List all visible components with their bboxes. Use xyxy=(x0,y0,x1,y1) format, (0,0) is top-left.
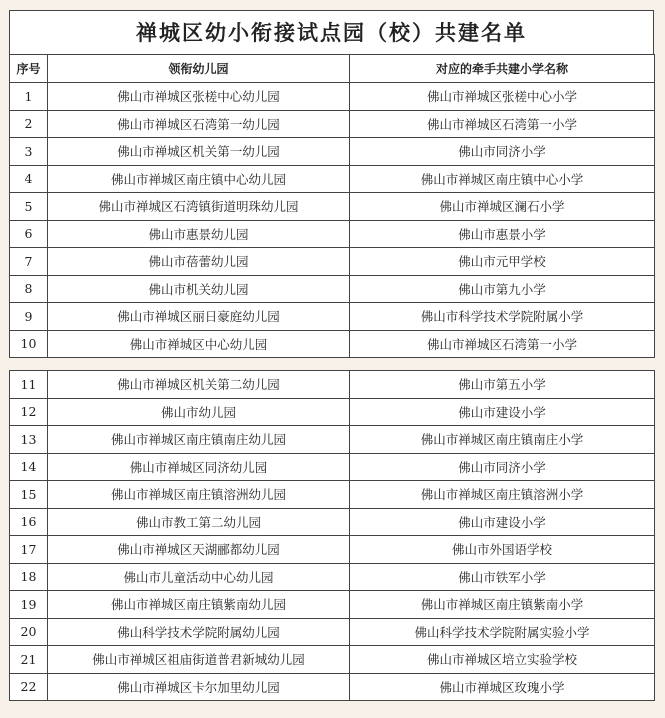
table-row xyxy=(10,481,655,509)
school-name: 佛山市第九小学 xyxy=(350,275,655,303)
school-name: 佛山市禅城区张槎中心小学 xyxy=(350,83,655,111)
school-name: 佛山市外国语学校 xyxy=(350,536,655,564)
row-number: 21 xyxy=(10,646,48,674)
row-number: 19 xyxy=(10,591,48,619)
kindergarten-name: 佛山市禅城区卡尔加里幼儿园 xyxy=(48,673,350,701)
kindergarten-name: 佛山市教工第二幼儿园 xyxy=(48,508,350,536)
kindergarten-name: 佛山市禅城区机关第一幼儿园 xyxy=(48,138,350,166)
row-number: 18 xyxy=(10,563,48,591)
table-row xyxy=(10,563,655,591)
school-name: 佛山市科学技术学院附属小学 xyxy=(350,303,655,331)
table-row xyxy=(10,220,655,248)
kindergarten-name: 佛山市禅城区石湾镇街道明珠幼儿园 xyxy=(48,193,350,221)
kindergarten-name: 佛山市禅城区同济幼儿园 xyxy=(48,453,350,481)
table-row xyxy=(10,165,655,193)
school-name: 佛山科学技术学院附属实验小学 xyxy=(350,618,655,646)
kindergarten-name: 佛山市禅城区南庄镇紫南幼儿园 xyxy=(48,591,350,619)
table-row xyxy=(10,618,655,646)
table-row xyxy=(10,248,655,276)
kindergarten-name: 佛山市禅城区石湾第一幼儿园 xyxy=(48,110,350,138)
table-header-row xyxy=(10,55,655,83)
table-row xyxy=(10,646,655,674)
kindergarten-name: 佛山市禅城区张槎中心幼儿园 xyxy=(48,83,350,111)
school-name: 佛山市禅城区南庄镇南庄小学 xyxy=(350,426,655,454)
table-row xyxy=(10,303,655,331)
table-row xyxy=(10,275,655,303)
school-name: 佛山市同济小学 xyxy=(350,138,655,166)
table-row xyxy=(10,508,655,536)
row-number: 20 xyxy=(10,618,48,646)
table-row xyxy=(10,398,655,426)
document-sheet xyxy=(9,10,654,711)
kindergarten-name: 佛山市禅城区南庄镇中心幼儿园 xyxy=(48,165,350,193)
school-name: 佛山市禅城区玫瑰小学 xyxy=(350,673,655,701)
row-number: 22 xyxy=(10,673,48,701)
partner-table-part-1 xyxy=(9,54,655,358)
kindergarten-name: 佛山市禅城区南庄镇南庄幼儿园 xyxy=(48,426,350,454)
table-row xyxy=(10,426,655,454)
table-row xyxy=(10,371,655,399)
kindergarten-name: 佛山市幼儿园 xyxy=(48,398,350,426)
row-number: 10 xyxy=(10,330,48,358)
row-number: 3 xyxy=(10,138,48,166)
row-number: 8 xyxy=(10,275,48,303)
school-name: 佛山市建设小学 xyxy=(350,398,655,426)
school-name: 佛山市禅城区培立实验学校 xyxy=(350,646,655,674)
row-number: 6 xyxy=(10,220,48,248)
row-number: 14 xyxy=(10,453,48,481)
document-title: 禅城区幼小衔接试点园（校）共建名单 xyxy=(9,10,654,55)
kindergarten-name: 佛山市儿童活动中心幼儿园 xyxy=(48,563,350,591)
kindergarten-name: 佛山市禅城区丽日豪庭幼儿园 xyxy=(48,303,350,331)
school-name: 佛山市禅城区石湾第一小学 xyxy=(350,110,655,138)
header-kindergarten: 领衔幼儿园 xyxy=(48,55,350,83)
table-row xyxy=(10,330,655,358)
table-row xyxy=(10,453,655,481)
row-number: 17 xyxy=(10,536,48,564)
school-name: 佛山市元甲学校 xyxy=(350,248,655,276)
kindergarten-name: 佛山市禅城区南庄镇溶洲幼儿园 xyxy=(48,481,350,509)
school-name: 佛山市禅城区澜石小学 xyxy=(350,193,655,221)
table-row xyxy=(10,193,655,221)
table-row xyxy=(10,138,655,166)
kindergarten-name: 佛山市禅城区祖庙街道普君新城幼儿园 xyxy=(48,646,350,674)
partner-table-part-2 xyxy=(9,370,655,701)
kindergarten-name: 佛山市机关幼儿园 xyxy=(48,275,350,303)
kindergarten-name: 佛山科学技术学院附属幼儿园 xyxy=(48,618,350,646)
table-row xyxy=(10,110,655,138)
table-row xyxy=(10,536,655,564)
table-row xyxy=(10,83,655,111)
school-name: 佛山市禅城区南庄镇紫南小学 xyxy=(350,591,655,619)
row-number: 5 xyxy=(10,193,48,221)
row-number: 1 xyxy=(10,83,48,111)
school-name: 佛山市禅城区南庄镇中心小学 xyxy=(350,165,655,193)
row-number: 11 xyxy=(10,371,48,399)
row-number: 4 xyxy=(10,165,48,193)
school-name: 佛山市建设小学 xyxy=(350,508,655,536)
school-name: 佛山市禅城区南庄镇溶洲小学 xyxy=(350,481,655,509)
row-number: 9 xyxy=(10,303,48,331)
kindergarten-name: 佛山市禅城区机关第二幼儿园 xyxy=(48,371,350,399)
school-name: 佛山市铁军小学 xyxy=(350,563,655,591)
school-name: 佛山市惠景小学 xyxy=(350,220,655,248)
kindergarten-name: 佛山市蓓蕾幼儿园 xyxy=(48,248,350,276)
school-name: 佛山市同济小学 xyxy=(350,453,655,481)
row-number: 12 xyxy=(10,398,48,426)
kindergarten-name: 佛山市禅城区天湖郦都幼儿园 xyxy=(48,536,350,564)
header-school: 对应的牵手共建小学名称 xyxy=(350,55,655,83)
row-number: 15 xyxy=(10,481,48,509)
table-row xyxy=(10,591,655,619)
kindergarten-name: 佛山市禅城区中心幼儿园 xyxy=(48,330,350,358)
page-break-gap xyxy=(9,360,654,370)
table-row xyxy=(10,673,655,701)
row-number: 7 xyxy=(10,248,48,276)
row-number: 2 xyxy=(10,110,48,138)
school-name: 佛山市第五小学 xyxy=(350,371,655,399)
kindergarten-name: 佛山市惠景幼儿园 xyxy=(48,220,350,248)
row-number: 13 xyxy=(10,426,48,454)
header-no: 序号 xyxy=(10,55,48,83)
row-number: 16 xyxy=(10,508,48,536)
school-name: 佛山市禅城区石湾第一小学 xyxy=(350,330,655,358)
